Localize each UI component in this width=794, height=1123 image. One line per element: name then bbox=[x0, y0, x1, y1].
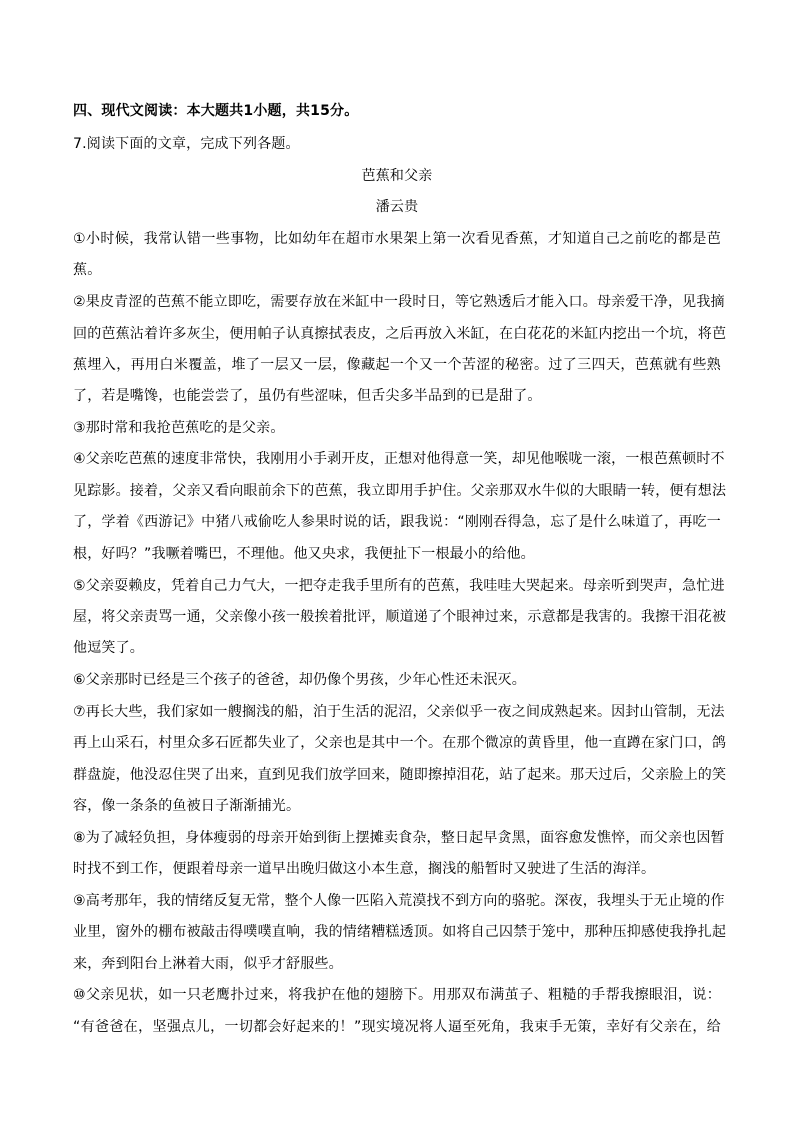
paragraph-line: 他逗笑了。 bbox=[73, 640, 144, 656]
paragraph-line: 再上山采石，村里众多石匠都失业了，父亲也是其中一个。在那个微凉的黄昏里，他一直蹲在家门口，鸽 bbox=[73, 735, 727, 751]
paragraph-line: 群盘旋，他没忍住哭了出来，直到见我们放学回来，随即擦掉泪花，站了起来。那天过后，父亲脸上的笑 bbox=[73, 767, 727, 783]
article-author: 潘云贵 bbox=[375, 199, 419, 215]
paragraph-line: 蕉。 bbox=[73, 262, 102, 278]
paragraph-line: ③那时常和我抢芭蕉吃的是父亲。 bbox=[73, 420, 285, 436]
paragraph-line: 时找不到工作，便跟着母亲一道早出晚归做这小本生意，搁浅的船暂时又驶进了生活的海洋。 bbox=[73, 861, 656, 877]
paragraph-line: 来，奔到阳台上淋着大雨，似乎才舒服些。 bbox=[73, 956, 343, 972]
paragraph-line: 了，若是嘴馋，也能尝尝了，虽仍有些涩味，但舌尖多半品到的已是甜了。 bbox=[73, 388, 542, 404]
paragraph-line: 业里，窗外的棚布被敲击得噗噗直响，我的情绪糟糕透顶。如将自己囚禁于笼中，那种压抑感使我挣扎起 bbox=[73, 924, 727, 940]
paragraph-line: ①小时候，我常认错一些事物，比如幼年在超市水果架上第一次看见香蕉，才知道自己之前吃的都是芭 bbox=[73, 231, 721, 247]
article-title: 芭蕉和父亲 bbox=[361, 168, 433, 184]
paragraph-line: 屋，将父亲责骂一通，父亲像小孩一般挨着批评，顺道递了个眼神过来，示意都是我害的。我擦干泪花被 bbox=[73, 609, 727, 625]
paragraph-line: ⑥父亲那时已经是三个孩子的爸爸，却仍像个男孩，少年心性还未泯灭。 bbox=[73, 672, 526, 688]
paragraph-line: ②果皮青涩的芭蕉不能立即吃，需要存放在米缸中一段时日，等它熟透后才能入口。母亲爱干净，见我摘 bbox=[73, 294, 725, 310]
paragraph-line: ⑩父亲见状，如一只老鹰扑过来，将我护在他的翅膀下。用那双布满茧子、粗糙的手帮我擦眼泪，说： bbox=[73, 987, 721, 1003]
paragraph-line: “有爸爸在，坚强点儿，一切都会好起来的！”现实境况将人逼至死角，我束手无策，幸好有父亲在，给 bbox=[73, 1019, 721, 1035]
paragraph-line: 见踪影。接着，父亲又看向眼前余下的芭蕉，我立即用手护住。父亲那双水牛似的大眼睛一转，便有想法 bbox=[73, 483, 727, 499]
paragraph-line: 容，像一条条的鱼被日子渐渐捕光。 bbox=[73, 798, 301, 814]
paragraph-line: ⑤父亲耍赖皮，凭着自己力气大，一把夺走我手里所有的芭蕉，我哇哇大哭起来。母亲听到哭声，急忙进 bbox=[73, 578, 725, 594]
paragraph-line: 根，好吗？”我噘着嘴巴，不理他。他又央求，我便扯下一根最小的给他。 bbox=[73, 546, 535, 562]
paragraph-line: ⑨高考那年，我的情绪反复无常，整个人像一匹陷入荒漠找不到方向的骆驼。深夜，我埋头于无止境的作 bbox=[73, 893, 725, 909]
paragraph-line: 回的芭蕉沾着许多灰尘，便用帕子认真擦拭表皮，之后再放入米缸，在白花花的米缸内挖出一个坑，将芭 bbox=[73, 326, 727, 342]
section-header: 四、现代文阅读：本大题共1小题，共15分。 bbox=[73, 103, 359, 119]
paragraph-line: 蕉埋入，再用白米覆盖，堆了一层又一层，像藏起一个又一个苦涩的秘密。过了三四天，芭蕉就有些熟 bbox=[73, 357, 721, 373]
paragraph-line: ⑦再长大些，我们家如一艘搁浅的船，泊于生活的泥沼，父亲似乎一夜之间成熟起来。因封山管制，无法 bbox=[73, 704, 725, 720]
question-prompt: 7.阅读下面的文章，完成下列各题。 bbox=[73, 136, 300, 152]
paragraph-line: ⑧为了减轻负担，身体瘦弱的母亲开始到街上摆摊卖食杂，整日起早贪黑，面容愈发憔悴，而父亲也因暂 bbox=[73, 830, 725, 846]
paragraph-line: 了，学着《西游记》中猪八戒偷吃人参果时说的话，跟我说：“刚刚吞得急，忘了是什么味道了，再吃一 bbox=[73, 514, 721, 530]
paragraph-line: ④父亲吃芭蕉的速度非常快，我刚用小手剥开皮，正想对他得意一笑，却见他喉咙一滚，一根芭蕉顿时不 bbox=[73, 451, 725, 467]
